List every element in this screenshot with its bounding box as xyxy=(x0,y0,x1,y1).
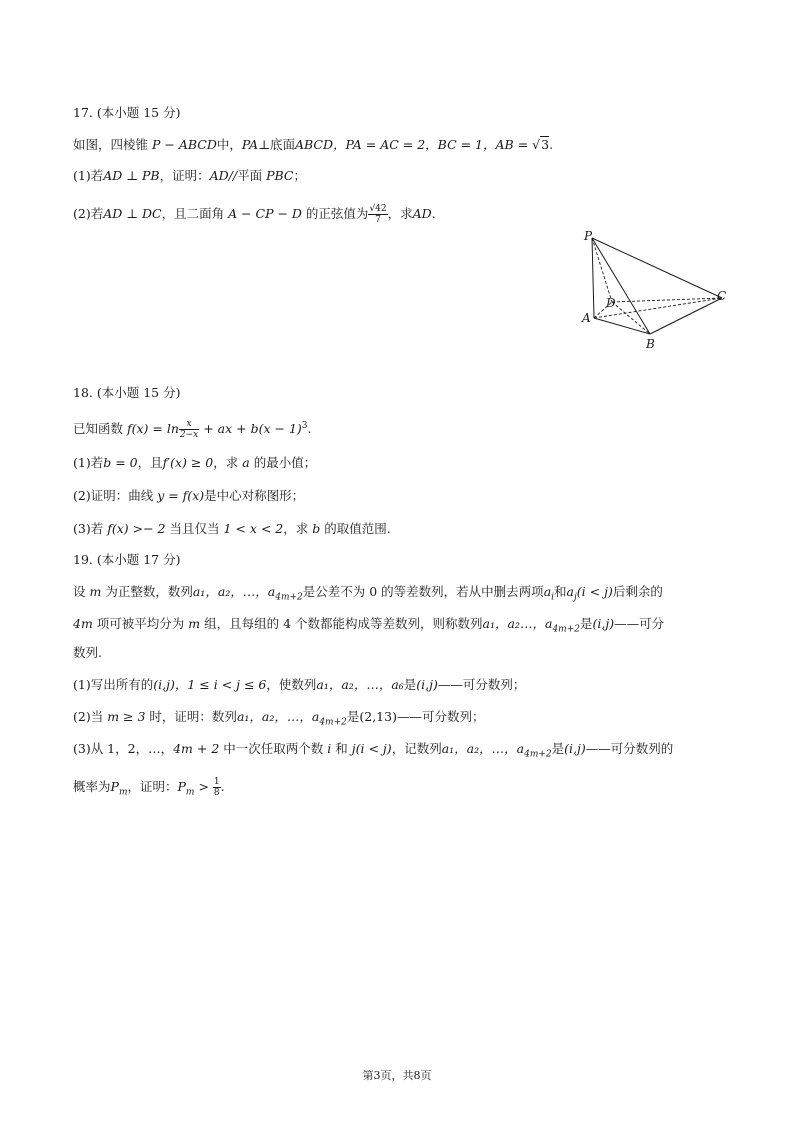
label-p: P xyxy=(584,229,593,243)
edge-pd xyxy=(592,238,612,302)
sine-fraction: $\frac{√42}{7}$ xyxy=(369,204,387,225)
q17-part1: (1)若AD ⊥ PB，证明：AD//平面 PBC； xyxy=(73,168,306,183)
q19-part3: (3)从 1，2，…，4m + 2 中一次任取两个数 i 和 j(i < j)，记数列a₁，a₂，…，$a_{4m+2}$是(i,j)——可分数列的 xyxy=(73,741,674,760)
q17-header: 17. (本小题 15 分) xyxy=(73,105,181,120)
q19-line2: 4m 项可被平均分为 m 组，且每组的 4 个数都能构成等差数列，则称数列a₁，a₂…，$a_{4m+2}$是(i,j)——可分 xyxy=(73,616,665,635)
q18-part1: (1)若b = 0，且f′(x) ≥ 0，求 a 的最小值； xyxy=(73,455,317,470)
q17-part2: (2)若AD ⊥ DC，且二面角 A − CP − D 的正弦值为 $\frac{√42}{7}$ ，求AD. xyxy=(73,204,436,225)
q17-intro: 如图，四棱锥 P − ABCD中，PA⊥底面ABCD，PA = AC = 2，BC = 1，AB = √3. xyxy=(73,137,554,152)
edge-bc xyxy=(650,298,722,334)
edge-pa xyxy=(592,238,594,318)
page-footer: 第3页，共8页 xyxy=(362,1069,432,1082)
label-d: D xyxy=(606,296,616,310)
ln-fraction: $\frac{x}{2-x}$ xyxy=(179,419,199,441)
probability-fraction: $\frac{1}{8}$ xyxy=(213,777,220,798)
label-c: C xyxy=(717,289,727,303)
label-b: B xyxy=(646,337,655,351)
q18-header: 18. (本小题 15 分) xyxy=(73,385,181,400)
edge-db xyxy=(612,302,650,334)
q19-part2: (2)当 m ≥ 3 时，证明：数列a₁，a₂，…，$a_{4m+2}$是(2,13)——可分数列； xyxy=(73,709,485,728)
label-a: A xyxy=(582,311,591,325)
q19-line1: 设 m 为正整数，数列a₁，a₂，…，$a_{4m+2}$是公差不为 0 的等差数列，若从中删去两项$a_i$和$a_j(i < j)$后剩余的 xyxy=(73,584,663,603)
q19-header: 19. (本小题 17 分) xyxy=(73,552,181,567)
q19-line3: 数列. xyxy=(73,645,102,660)
q19-part3-cont: 概率为$P_m$，证明：$P_m$ > $\frac{1}{8}$ . xyxy=(73,777,225,798)
q18-part3: (3)若 f(x) >− 2 当且仅当 1 < x < 2，求 b 的取值范围. xyxy=(73,521,391,536)
pyramid-figure xyxy=(578,228,738,358)
q18-intro: 已知函数 f(x) = ln $\frac{x}{2-x}$ + ax + $b(x - 1)^3$. xyxy=(73,419,312,441)
edge-pc xyxy=(592,238,722,298)
q19-part1: (1)写出所有的(i,j)，1 ≤ i < j ≤ 6，使数列a₁，a₂，…，a₆是(i,j)——可分数列； xyxy=(73,677,526,692)
q18-part2: (2)证明：曲线 y = f(x)是中心对称图形； xyxy=(73,488,305,503)
